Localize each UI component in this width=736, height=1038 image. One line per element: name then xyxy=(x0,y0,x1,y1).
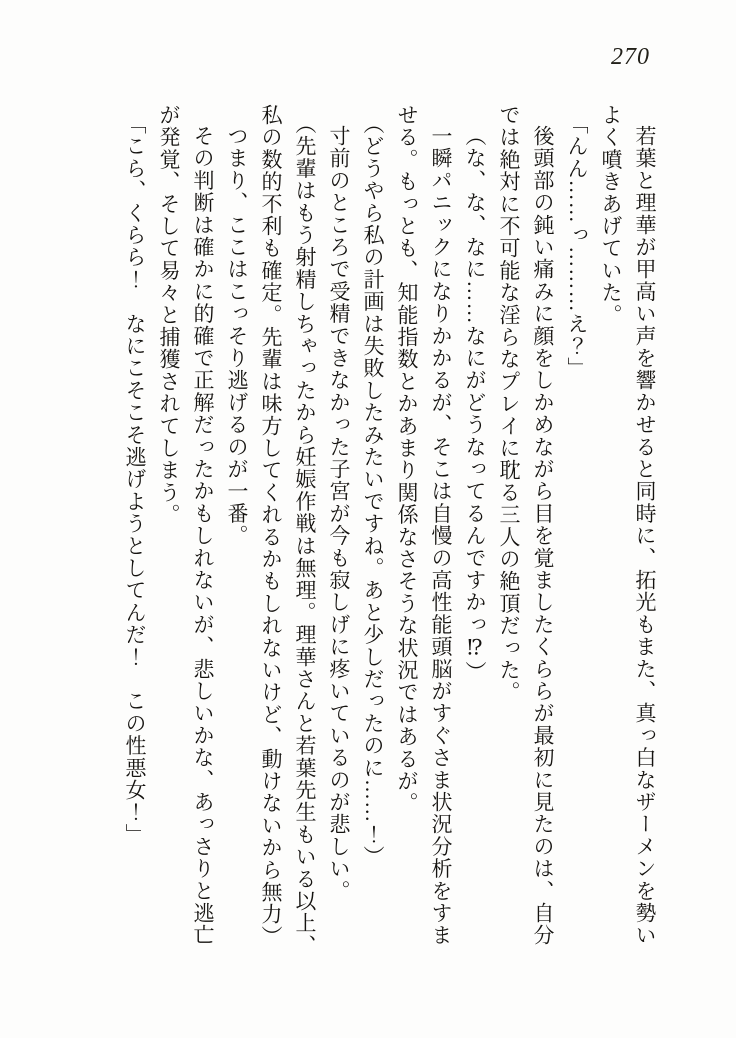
text-line: せる。もっとも、知能指数とかあまり関係なさそうな状況ではあるが。 xyxy=(395,104,419,815)
text-line: その判断は確かに的確で正解だったかもしれないが、悲しいかな、あっさりと逃亡 xyxy=(191,125,215,947)
text-line: 「こら、くらら！ なにこそこそ逃げようとしてんだ！ この性悪女！」 xyxy=(123,113,147,847)
text-block xyxy=(118,104,662,976)
text-line: 「んん……っ………え？」 xyxy=(565,113,589,380)
text-line: よく噴きあげていた。 xyxy=(599,104,623,326)
text-line: 寸前のところで受精できなかった子宮が今も寂しげに疼いているのが悲しい。 xyxy=(327,125,351,902)
page-number: 270 xyxy=(611,44,650,70)
text-line: 若葉と理華が甲高い声を響かせると同時に、拓光もまた、真っ白なザーメンを勢い xyxy=(633,125,657,947)
text-line: 後頭部の鈍い痛みに顔をしかめながら目を覚ましたくららが最初に見たのは、自分 xyxy=(531,125,555,947)
text-line: （先輩はもう射精しちゃったから妊娠作戦は無理。理華さんと若葉先生もいる以上、 xyxy=(293,113,317,958)
text-line: では絶対に不可能な淫らなプレイに耽る三人の絶頂だった。 xyxy=(497,104,521,704)
text-line: つまり、ここはこっそり逃げるのが一番。 xyxy=(225,125,249,547)
text-line: （どうやら私の計画は失敗したみたいですね。あと少しだったのに……！） xyxy=(361,113,385,869)
text-line: が発覚、そして易々と捕獲されてしまう。 xyxy=(157,104,181,526)
text-line: 私の数的不利も確定。先輩は味方してくれるかもしれないけど、動けないから無力） xyxy=(259,104,283,948)
text-line: （な、な、なに……なにがどうなってるんですかっ⁉） xyxy=(463,125,487,683)
text-line: 一瞬パニックになりかかるが、そこは自慢の高性能頭脳がすぐさま状況分析をすま xyxy=(429,125,453,947)
